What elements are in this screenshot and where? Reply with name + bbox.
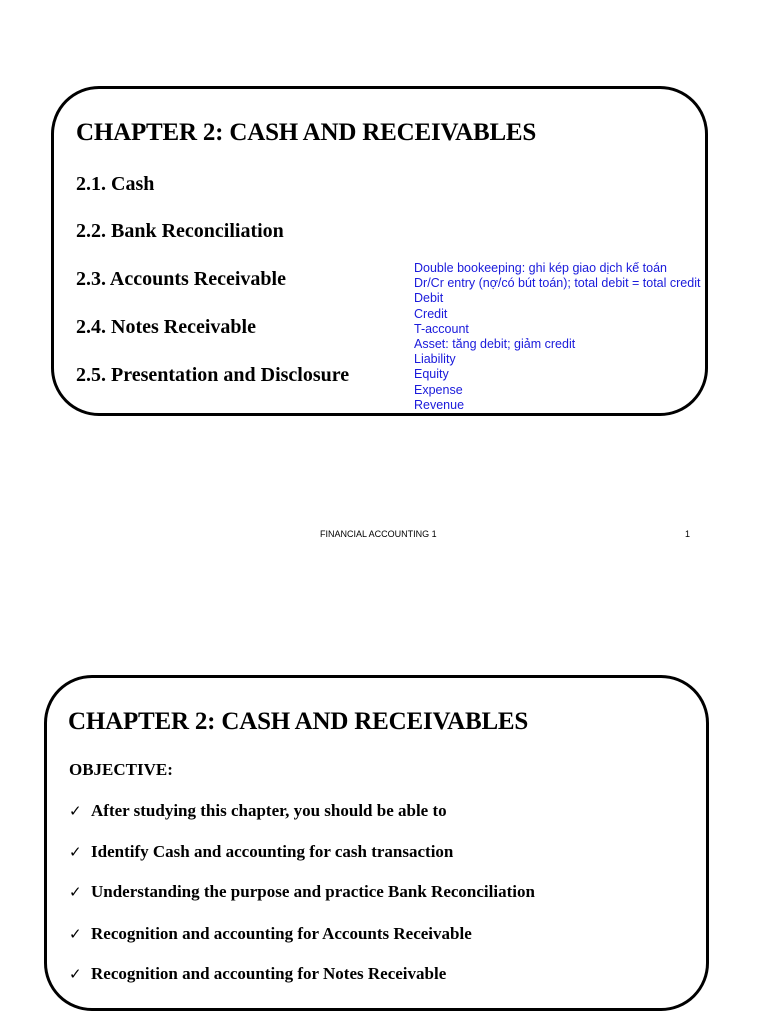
note-line: Equity	[414, 367, 449, 382]
objective-bullet-text: Recognition and accounting for Accounts Receivable	[91, 924, 472, 943]
objective-bullet	[69, 924, 472, 944]
toc-item-bank-reconciliation: 2.2. Bank Reconciliation	[76, 220, 284, 242]
footer-page-number: 1	[685, 529, 691, 539]
note-line: Credit	[414, 306, 448, 321]
toc-item-presentation-disclosure: 2.5. Presentation and Disclosure	[76, 364, 350, 386]
annotation-notes	[414, 261, 754, 413]
note-line: Liability	[414, 352, 456, 367]
note-line: Double bookeeping: ghi kép giao dịch kế toán	[414, 261, 667, 275]
objective-bullet	[69, 882, 535, 902]
note-line: Debit	[414, 291, 444, 306]
checkmark-icon: ✓	[69, 802, 82, 820]
slide-1-title: CHAPTER 2: CASH AND RECEIVABLES	[76, 119, 537, 146]
objective-bullet-text: Recognition and accounting for Notes Receivable	[91, 964, 447, 983]
note-line: Revenue	[414, 397, 465, 412]
objective-bullet-text: Identify Cash and accounting for cash transaction	[91, 842, 454, 861]
note-line: Expense	[414, 382, 463, 397]
footer-course-title: FINANCIAL ACCOUNTING 1	[320, 529, 437, 539]
checkmark-icon: ✓	[69, 883, 82, 901]
toc-item-notes-receivable: 2.4. Notes Receivable	[76, 316, 256, 338]
objective-label: OBJECTIVE:	[69, 760, 173, 779]
objective-bullet-text: Understanding the purpose and practice Bank Reconciliation	[91, 882, 535, 901]
note-line: T-account	[414, 321, 469, 336]
objective-bullet	[69, 842, 453, 862]
objective-bullet	[69, 964, 446, 984]
checkmark-icon: ✓	[69, 965, 82, 983]
checkmark-icon: ✓	[69, 843, 82, 861]
objective-bullet	[69, 801, 447, 821]
note-line: Dr/Cr entry (nợ/có bút toán); total debit = total credit	[414, 276, 701, 291]
toc-item-cash: 2.1. Cash	[76, 173, 155, 195]
toc-item-accounts-receivable: 2.3. Accounts Receivable	[76, 268, 286, 290]
slide-2-title: CHAPTER 2: CASH AND RECEIVABLES	[68, 708, 529, 735]
checkmark-icon: ✓	[69, 925, 82, 943]
objective-bullet-text: After studying this chapter, you should be able to	[91, 801, 447, 820]
note-line: Asset: tăng debit; giảm credit	[414, 337, 576, 352]
